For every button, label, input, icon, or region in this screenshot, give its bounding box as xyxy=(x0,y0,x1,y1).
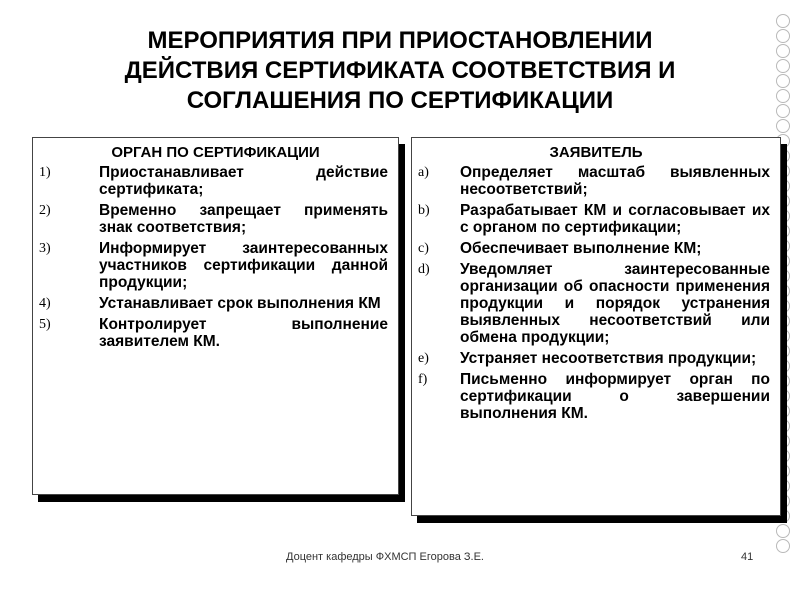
ring-icon xyxy=(776,104,790,118)
list-item-text: Определяет масштаб выявленных несоответствий; xyxy=(460,164,770,198)
ring-icon xyxy=(776,524,790,538)
list-marker: 5) xyxy=(39,317,51,332)
list-item xyxy=(39,164,392,198)
list-item-text: Письменно информирует орган по сертификации о завершении выполнения КМ. xyxy=(460,371,770,422)
ring-icon xyxy=(776,44,790,58)
list-item-text: Информирует заинтересованных участников сертификации данной продукции; xyxy=(99,240,388,291)
list-marker: 1) xyxy=(39,165,51,180)
list-item-text: Приостанавливает действие сертификата; xyxy=(99,164,388,198)
title-line: МЕРОПРИЯТИЯ ПРИ ПРИОСТАНОВЛЕНИИ xyxy=(147,27,653,54)
list-marker: c) xyxy=(418,241,429,256)
list-item xyxy=(39,202,392,236)
page-number: 41 xyxy=(741,551,754,563)
applicant-panel xyxy=(411,137,781,516)
page-title xyxy=(60,26,740,116)
footer-author: Доцент кафедры ФХМСП Егорова З.Е. xyxy=(286,551,484,563)
list-item xyxy=(39,316,392,350)
certification-body-panel xyxy=(32,137,399,495)
list-item-text: Уведомляет заинтересованные организации об опасности применения продукции и порядок устранения выявленных несоответствий или обмена продукции; xyxy=(460,261,770,346)
list-item-text: Временно запрещает применять знак соответствия; xyxy=(99,202,388,236)
panel-header: ОРГАН ПО СЕРТИФИКАЦИИ xyxy=(111,144,320,161)
applicant-list xyxy=(418,164,774,422)
list-item xyxy=(39,295,392,312)
list-marker: 4) xyxy=(39,296,51,311)
list-marker: e) xyxy=(418,351,429,366)
list-item-text: Разрабатывает КМ и согласовывает их с органом по сертификации; xyxy=(460,202,770,236)
ring-icon xyxy=(776,59,790,73)
list-item-text: Устанавливает срок выполнения КМ xyxy=(99,295,381,312)
list-marker: b) xyxy=(418,203,430,218)
list-item xyxy=(418,164,774,198)
ring-icon xyxy=(776,89,790,103)
certification-body-list xyxy=(39,164,392,350)
list-item-text: Контролирует выполнение заявителем КМ. xyxy=(99,316,388,350)
list-item-text: Устраняет несоответствия продукции; xyxy=(460,350,757,367)
list-marker: 2) xyxy=(39,203,51,218)
list-marker: a) xyxy=(418,165,429,180)
ring-icon xyxy=(776,29,790,43)
list-item xyxy=(418,261,774,346)
list-marker: f) xyxy=(418,372,428,387)
ring-icon xyxy=(776,14,790,28)
ring-icon xyxy=(776,74,790,88)
ring-icon xyxy=(776,119,790,133)
list-item xyxy=(418,240,774,257)
list-marker: 3) xyxy=(39,241,51,256)
ring-icon xyxy=(776,539,790,553)
list-item xyxy=(418,202,774,236)
title-line: ДЕЙСТВИЯ СЕРТИФИКАТА СООТВЕТСТВИЯ И xyxy=(124,57,676,84)
list-item xyxy=(39,240,392,291)
list-item xyxy=(418,350,774,367)
list-item xyxy=(418,371,774,422)
list-marker: d) xyxy=(418,262,430,277)
panel-header: ЗАЯВИТЕЛЬ xyxy=(549,144,643,161)
list-item-text: Обеспечивает выполнение КМ; xyxy=(460,240,702,257)
title-line: СОГЛАШЕНИЯ ПО СЕРТИФИКАЦИИ xyxy=(186,87,614,114)
